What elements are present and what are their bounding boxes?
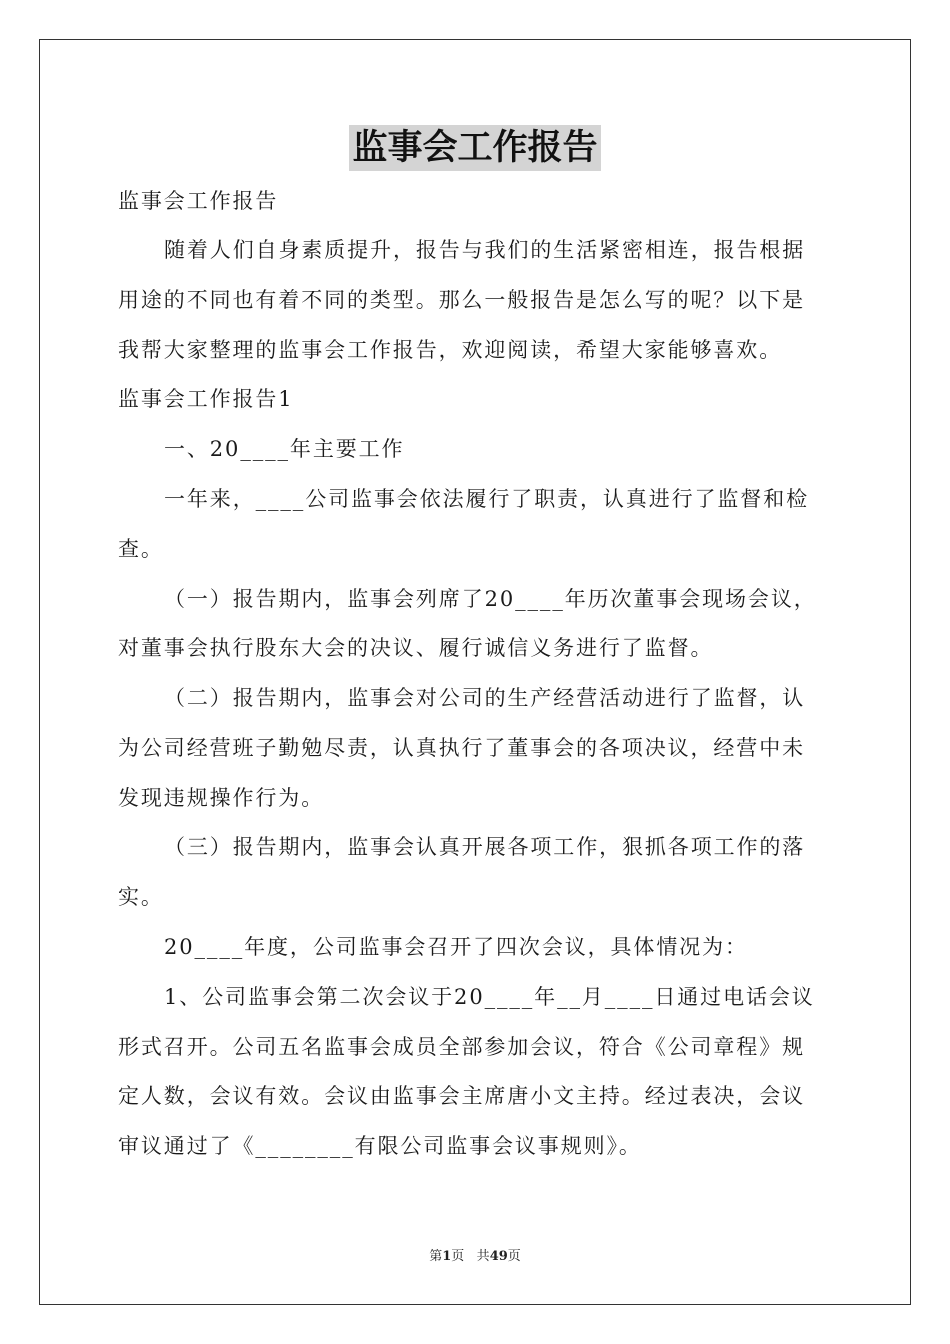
title-container [0,125,950,171]
text-line: 监事会工作报告 [118,189,279,213]
text-line: 1、公司监事会第二次会议于20____年__月____日通过电话会议 [164,985,815,1009]
footer-total-pages: 49 [489,1249,508,1264]
text-line: 形式召开。公司五名监事会成员全部参加会议，符合《公司章程》规 [118,1035,805,1059]
text-line: 随着人们自身素质提升，报告与我们的生活紧密相连，报告根据 [164,238,806,262]
text-line: （三）报告期内，监事会认真开展各项工作，狠抓各项工作的落 [164,835,806,859]
footer-page-number: 1 [442,1249,452,1264]
text-line: 20____年度，公司监事会召开了四次会议，具体情况为： [164,935,748,959]
text-line: 为公司经营班子勤勉尽责，认真执行了董事会的各项决议，经营中未 [118,736,805,760]
text-line: 监事会工作报告1 [118,387,294,411]
text-line: （二）报告期内，监事会对公司的生产经营活动进行了监督，认 [164,686,806,710]
footer-page-prefix: 第 [429,1249,443,1264]
text-line: 对董事会执行股东大会的决议、履行诚信义务进行了监督。 [118,636,714,660]
page-footer [0,1248,950,1266]
section-heading: 一、20____年主要工作 [164,437,405,461]
footer-page-suffix: 页 [451,1249,465,1264]
text-line: 定人数，会议有效。会议由监事会主席唐小文主持。经过表决，会议 [118,1084,805,1108]
text-line: 实。 [118,885,164,909]
text-line: （一）报告期内，监事会列席了20____年历次董事会现场会议， [164,587,817,611]
document-title: 监事会工作报告 [349,125,600,171]
text-line: 我帮大家整理的监事会工作报告，欢迎阅读，希望大家能够喜欢。 [118,338,783,362]
text-line: 一年来，____公司监事会依法履行了职责，认真进行了监督和检 [164,487,809,511]
text-line: 用途的不同也有着不同的类型。那么一般报告是怎么写的呢？以下是 [118,288,805,312]
page-border [39,39,911,1305]
footer-total-prefix: 共 [476,1249,490,1264]
text-line: 审议通过了《________有限公司监事会议事规则》。 [118,1134,642,1158]
text-line: 查。 [118,537,164,561]
footer-total-suffix: 页 [507,1249,521,1264]
text-line: 发现违规操作行为。 [118,786,325,810]
